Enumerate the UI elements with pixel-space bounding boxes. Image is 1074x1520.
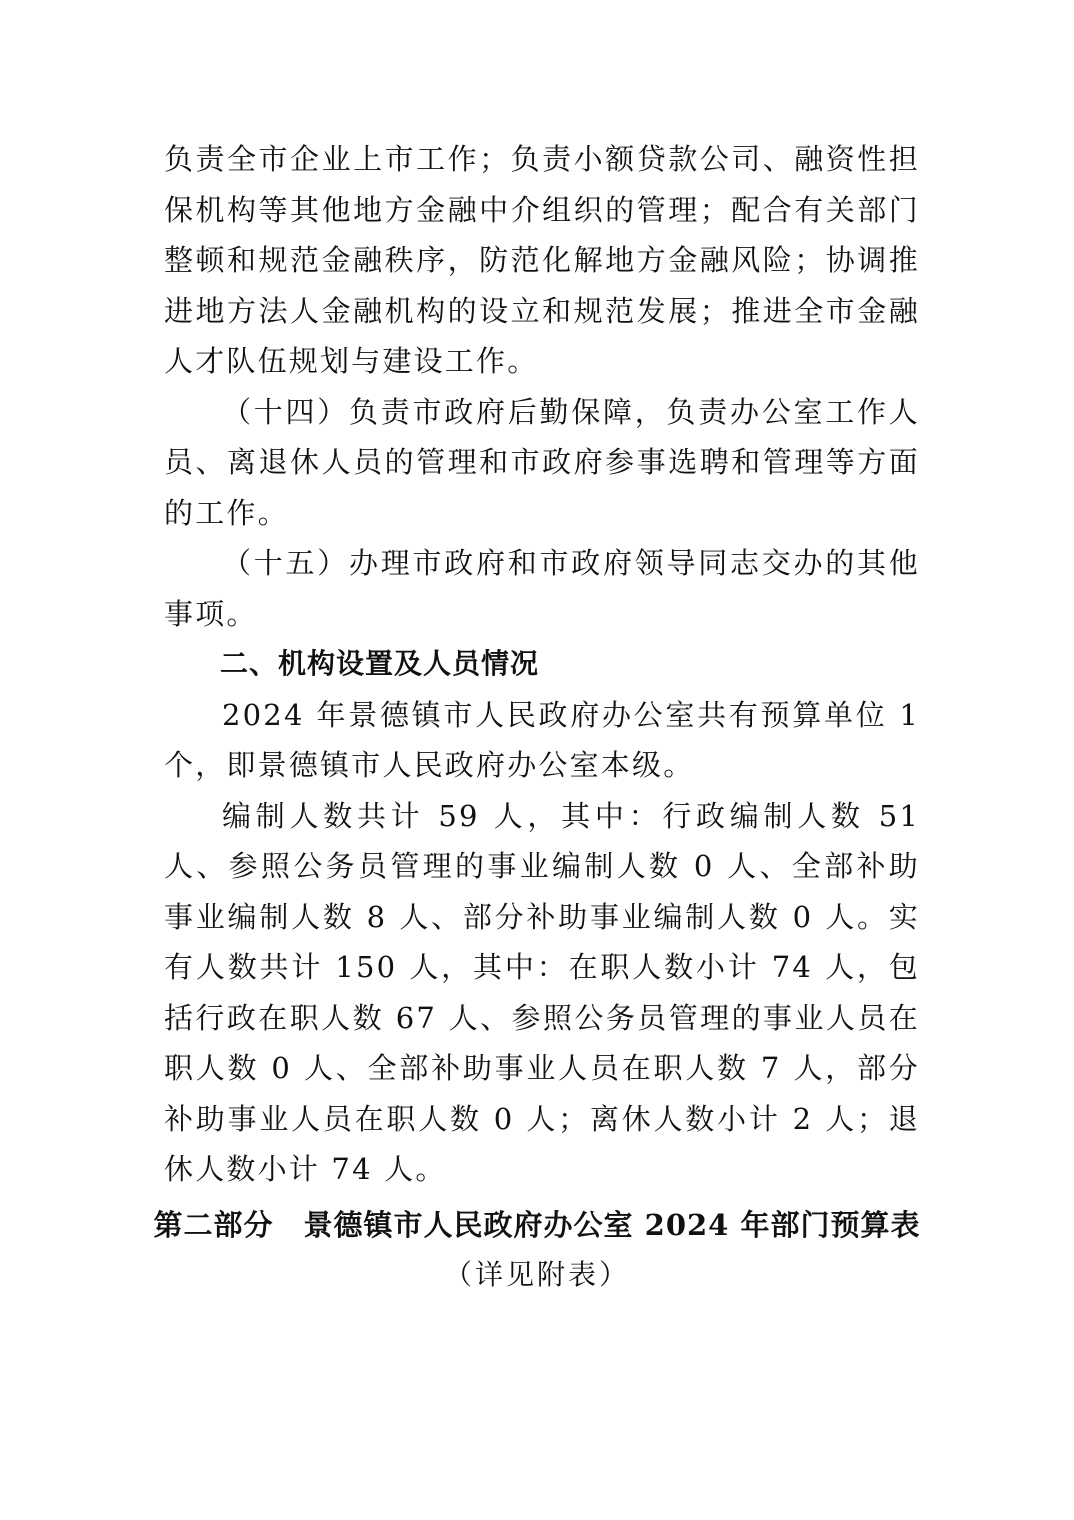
paragraph-duty-15: （十五）办理市政府和市政府领导同志交办的其他事项。 — [164, 546, 920, 631]
paragraph-duty-14: （十四）负责市政府后勤保障，负责办公室工作人员、离退休人员的管理和市政府参事选聘和管理等方面的工作。 — [164, 394, 920, 530]
paragraph-budget-units: 2024 年景德镇市人民政府办公室共有预算单位 1 个，即景德镇市人民政府办公室本级。 — [164, 697, 920, 782]
paragraph-duties-finance: 负责全市企业上市工作；负责小额贷款公司、融资性担保机构等其他地方金融中介组织的管理；配合有关部门整顿和规范金融秩序，防范化解地方金融风险；协调推进地方法人金融机构的设立和规范发展；推进全市金融人才队伍规划与建设工作。 — [164, 142, 920, 378]
document-body — [164, 134, 920, 1195]
part-two-label: 第二部分 — [153, 1208, 274, 1242]
paragraph-staffing: 编制人数共计 59 人，其中：行政编制人数 51 人、参照公务员管理的事业编制人数 0 人、全部补助事业编制人数 8 人、部分补助事业编制人数 0 人。实有人数共计 150 人，其中：在职人数小计 74 人，包括行政在职人数 67 人、参照公务员管理的事业人员在职人数 0 人、全部补助事业人员在职人数 7 人，部分补助事业人员在职人数 0 人；离休人数小计 2 人；退休人数小计 74 人。 — [164, 798, 920, 1186]
part-two-subtitle: （详见附表） — [443, 1258, 630, 1291]
section-heading: 二、机构设置及人员情况 — [220, 647, 540, 680]
part-two-heading: 景德镇市人民政府办公室 2024 年部门预算表 — [303, 1208, 921, 1242]
part-two-title — [0, 1200, 1074, 1250]
